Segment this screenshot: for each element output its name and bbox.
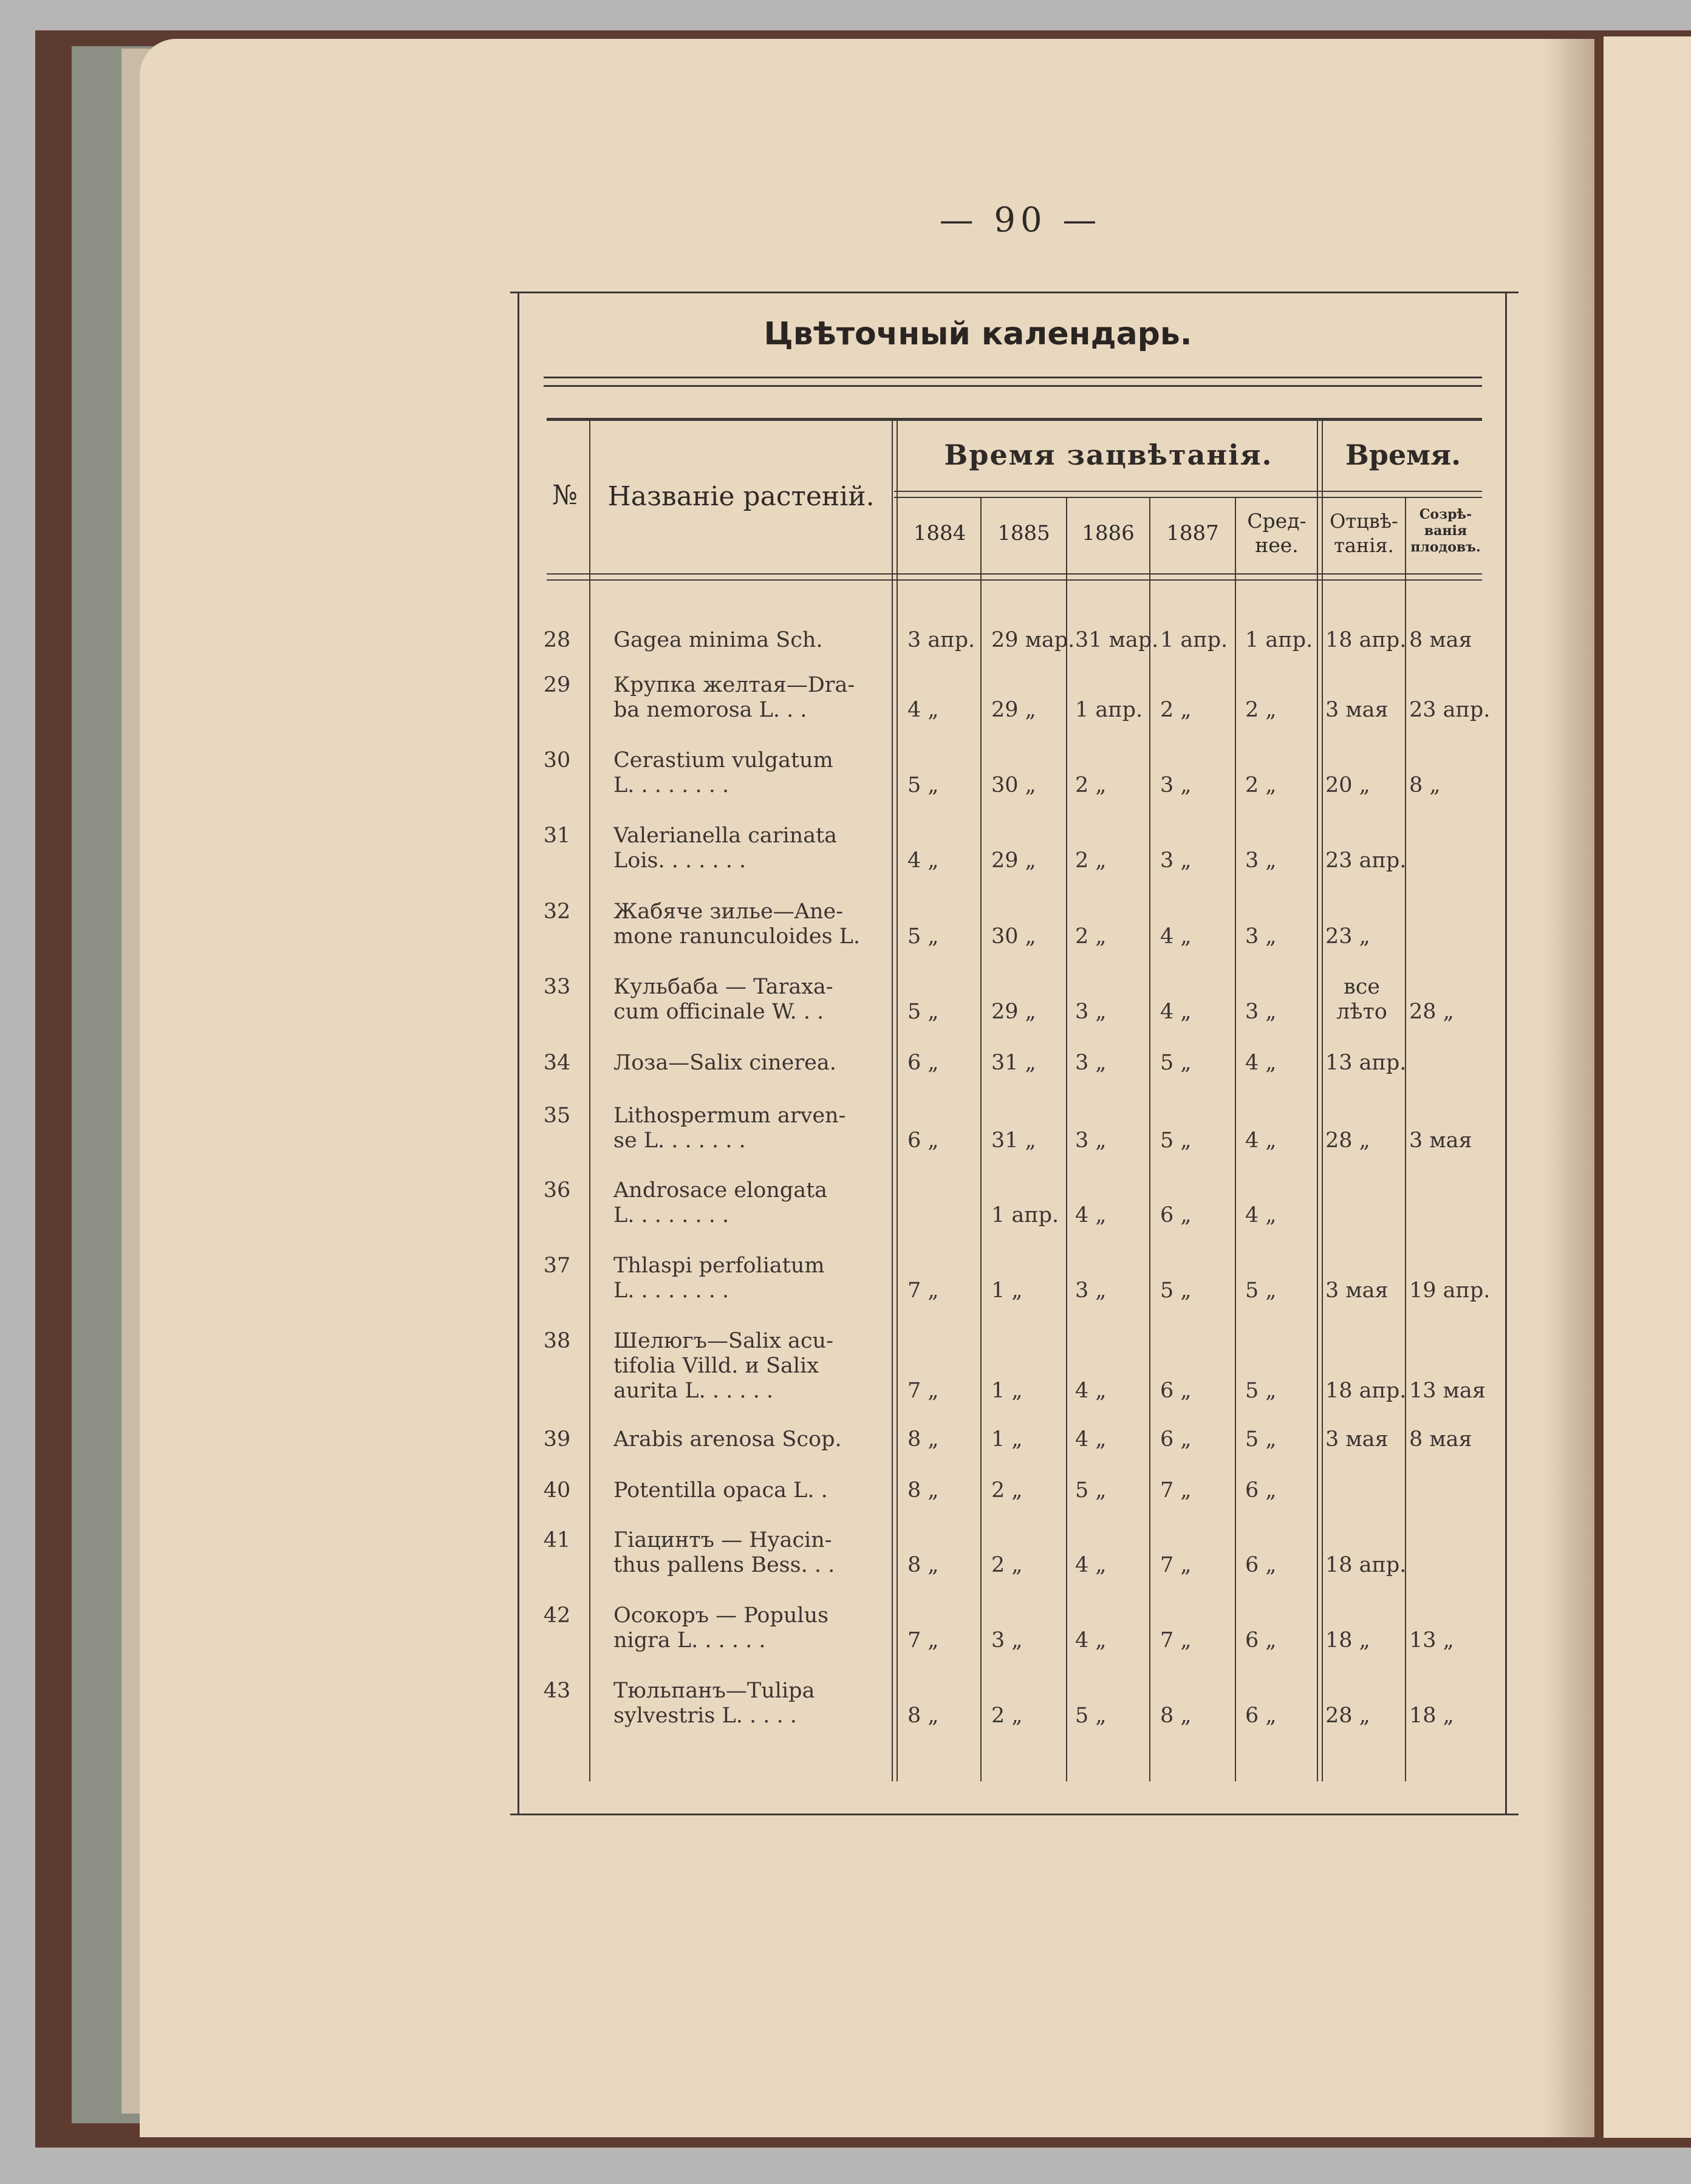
header-mean: Сред-нее. — [1247, 509, 1307, 557]
cell-1885: 2 „ — [991, 1553, 1023, 1577]
cell-1887: 5 „ — [1160, 1278, 1192, 1303]
cell-1886: 4 „ — [1075, 1427, 1107, 1452]
cell-fade: 18 апр. — [1325, 1379, 1407, 1403]
plant-name-line: Arabis arenosa Scop. — [613, 1427, 842, 1452]
cell-1887: 7 „ — [1160, 1553, 1192, 1577]
row-number: 30 — [543, 748, 571, 773]
cell-1887: 1 апр. — [1160, 628, 1228, 652]
plant-name — [613, 1178, 887, 1228]
cell-fruit: 19 апр. — [1409, 1278, 1491, 1303]
cell-fruit: 3 мая — [1409, 1128, 1472, 1153]
cell-fruit: 23 апр. — [1409, 698, 1491, 722]
cell-1886: 2 „ — [1075, 773, 1107, 797]
plant-name-line: thus pallens Bess. . . — [613, 1553, 835, 1577]
col-rule-mean-b — [1322, 421, 1323, 1781]
cell-1887: 7 „ — [1160, 1628, 1192, 1653]
plant-name — [613, 1528, 887, 1578]
cell-1887: 4 „ — [1160, 1000, 1192, 1024]
cell-mean: 6 „ — [1245, 1553, 1277, 1577]
row-number: 43 — [543, 1679, 571, 1703]
plant-name-line: L. . . . . . . . — [613, 773, 729, 797]
cell-1885: 30 „ — [991, 924, 1036, 949]
plant-name — [613, 1329, 887, 1404]
plant-name-line: Lithospermum arven- — [613, 1104, 846, 1128]
table-title: Цвѣточный календарь. — [764, 316, 1192, 352]
cell-1885: 29 „ — [991, 1000, 1036, 1024]
col-rule-1885 — [1066, 498, 1067, 1781]
cell-1886: 5 „ — [1075, 1704, 1107, 1728]
cell-1884: 3 апр. — [907, 628, 975, 652]
header-bottom-rule-b — [547, 579, 1482, 581]
cell-1884: 6 „ — [907, 1051, 939, 1075]
col-rule-name-b — [897, 421, 898, 1781]
row-number: 37 — [543, 1254, 571, 1278]
cell-1885: 1 „ — [991, 1379, 1023, 1403]
cell-fade: 20 „ — [1325, 773, 1370, 797]
cell-fade: 28 „ — [1325, 1128, 1370, 1153]
cell-1887: 5 „ — [1160, 1051, 1192, 1075]
frame-right-rule — [1505, 292, 1507, 1814]
plant-name — [613, 975, 887, 1025]
cell-fruit: 8 мая — [1409, 628, 1472, 652]
cell-1887: 2 „ — [1160, 698, 1192, 722]
cell-mean: 5 „ — [1245, 1427, 1277, 1452]
row-number: 33 — [543, 975, 571, 999]
plant-name-line: L. . . . . . . . — [613, 1203, 729, 1227]
cell-1884: 8 „ — [907, 1553, 939, 1577]
cell-fruit: 18 „ — [1409, 1704, 1454, 1728]
cell-mean: 3 „ — [1245, 848, 1277, 873]
plant-name-line: Осокоръ — Populus — [613, 1603, 829, 1628]
page-number: — 90 — — [939, 200, 1102, 240]
cell-1884: 8 „ — [907, 1478, 939, 1503]
cell-fruit: 28 „ — [1409, 1000, 1454, 1024]
plant-name-line: Androsace elongata — [613, 1178, 828, 1203]
cell-1886: 31 мар. — [1075, 628, 1159, 652]
plant-name-line: Гіацинтъ — Hyacin- — [613, 1528, 832, 1552]
cell-1885: 29 „ — [991, 848, 1036, 873]
cell-fade: 23 „ — [1325, 924, 1370, 949]
plant-name-line: se L. . . . . . . — [613, 1128, 746, 1153]
cell-mean: 4 „ — [1245, 1203, 1277, 1227]
group-header-rule-b — [894, 497, 1482, 498]
cell-mean: 4 „ — [1245, 1128, 1277, 1153]
frame-left-rule — [518, 292, 519, 1814]
plant-name — [613, 1427, 887, 1452]
cell-mean: 6 „ — [1245, 1628, 1277, 1653]
plant-name — [613, 673, 887, 723]
header-year-1885: 1885 — [997, 521, 1050, 545]
cell-1884: 5 „ — [907, 773, 939, 797]
col-rule-1887 — [1235, 498, 1236, 1781]
cell-1887: 6 „ — [1160, 1427, 1192, 1452]
col-rule-1884 — [980, 498, 982, 1781]
cell-1886: 3 „ — [1075, 1000, 1107, 1024]
cell-fruit: 13 „ — [1409, 1628, 1454, 1653]
plant-name — [613, 1603, 887, 1653]
col-rule-1886 — [1149, 498, 1150, 1781]
header-year-1884: 1884 — [913, 521, 966, 545]
title-double-rule-1 — [544, 377, 1482, 378]
row-number: 42 — [543, 1603, 571, 1628]
cell-1884: 4 „ — [907, 848, 939, 873]
row-number: 31 — [543, 824, 571, 848]
cell-1885: 29 „ — [991, 698, 1036, 722]
cell-1885: 3 „ — [991, 1628, 1023, 1653]
cell-fade: 18 „ — [1325, 1628, 1370, 1653]
cell-1885: 1 апр. — [991, 1203, 1059, 1227]
cell-mean: 2 „ — [1245, 698, 1277, 722]
header-bottom-rule-a — [547, 573, 1482, 575]
cell-1884: 7 „ — [907, 1628, 939, 1653]
cell-1885: 30 „ — [991, 773, 1036, 797]
table-top-rule — [547, 418, 1482, 421]
cell-1885: 1 „ — [991, 1427, 1023, 1452]
plant-name-line: Gagea minima Sch. — [613, 628, 823, 652]
cell-1885: 31 „ — [991, 1128, 1036, 1153]
row-number: 36 — [543, 1178, 571, 1203]
row-number: 40 — [543, 1478, 571, 1503]
cell-fruit: 8 мая — [1409, 1427, 1472, 1452]
plant-name-line: Шелюгъ—Salix acu- — [613, 1329, 833, 1353]
plant-name-line: Жабяче зилье—Ane- — [613, 899, 844, 924]
cell-1886: 5 „ — [1075, 1478, 1107, 1503]
col-rule-fade — [1405, 498, 1406, 1781]
cell-mean: 3 „ — [1245, 924, 1277, 949]
cell-1887: 3 „ — [1160, 773, 1192, 797]
cell-1886: 2 „ — [1075, 848, 1107, 873]
book-gutter-shadow — [1543, 39, 1604, 2137]
cell-1884: 7 „ — [907, 1379, 939, 1403]
frame-top-rule — [510, 292, 1518, 293]
plant-name-line: L. . . . . . . . — [613, 1278, 729, 1303]
cell-fade: 3 мая — [1325, 698, 1389, 722]
cell-mean: 6 „ — [1245, 1704, 1277, 1728]
group-header-rule-a — [894, 491, 1482, 492]
facing-page — [1604, 36, 1691, 2138]
cell-fade: 18 апр. — [1325, 1553, 1407, 1577]
col-rule-mean-a — [1317, 421, 1318, 1781]
header-time: Время. — [1345, 439, 1461, 471]
plant-name-line: mone ranunculoides L. — [613, 924, 861, 949]
plant-name-line: Лоза—Salix cinerea. — [613, 1051, 836, 1075]
header-fruit: Созрѣ-ванія плодовъ. — [1410, 507, 1481, 555]
cell-fade: 3 мая — [1325, 1427, 1389, 1452]
cell-1884: 4 „ — [907, 698, 939, 722]
title-double-rule-2 — [544, 385, 1482, 387]
plant-name — [613, 1254, 887, 1303]
cell-1887: 6 „ — [1160, 1379, 1192, 1403]
cell-1885: 2 „ — [991, 1704, 1023, 1728]
plant-name-line: Cerastium vulgatum — [613, 748, 833, 773]
plant-name-line: cum officinale W. . . — [613, 1000, 824, 1024]
cell-1886: 3 „ — [1075, 1278, 1107, 1303]
cell-1885: 31 „ — [991, 1051, 1036, 1075]
plant-name — [613, 628, 887, 653]
cell-1887: 7 „ — [1160, 1478, 1192, 1503]
header-plant-name: Названіе растеній. — [607, 481, 875, 512]
plant-name — [613, 899, 887, 949]
plant-name — [613, 1679, 887, 1728]
cell-1887: 3 „ — [1160, 848, 1192, 873]
cell-fade: все лѣто — [1336, 975, 1387, 1024]
plant-name — [613, 1104, 887, 1153]
row-number: 34 — [543, 1051, 571, 1075]
cell-mean: 4 „ — [1245, 1051, 1277, 1075]
cell-fruit: 8 „ — [1409, 773, 1441, 797]
plant-name-line: Lois. . . . . . . — [613, 848, 746, 873]
plant-name-line: aurita L. . . . . . — [613, 1379, 774, 1403]
plant-name-line: Крупка желтая—Dra- — [613, 673, 855, 697]
cell-1884: 8 „ — [907, 1704, 939, 1728]
row-number: 39 — [543, 1427, 571, 1452]
cell-1886: 3 „ — [1075, 1051, 1107, 1075]
cell-fade: 28 „ — [1325, 1704, 1370, 1728]
cell-1884: 6 „ — [907, 1128, 939, 1153]
cell-mean: 2 „ — [1245, 773, 1277, 797]
cell-1887: 8 „ — [1160, 1704, 1192, 1728]
row-number: 38 — [543, 1329, 571, 1353]
cell-1884: 8 „ — [907, 1427, 939, 1452]
row-number: 29 — [543, 673, 571, 697]
plant-name — [613, 824, 887, 873]
plant-name-line: nigra L. . . . . . — [613, 1628, 766, 1653]
cell-1886: 4 „ — [1075, 1628, 1107, 1653]
cell-1885: 29 мар. — [991, 628, 1075, 652]
cell-fruit: 13 мая — [1409, 1379, 1486, 1403]
plant-name-line: Thlaspi perfoliatum — [613, 1254, 825, 1278]
row-number: 35 — [543, 1104, 571, 1128]
row-number: 28 — [543, 628, 571, 652]
col-rule-num — [589, 421, 590, 1781]
cell-fade: 18 апр. — [1325, 628, 1407, 652]
cell-1887: 4 „ — [1160, 924, 1192, 949]
plant-name-line: Potentilla opaca L. . — [613, 1478, 828, 1503]
header-fade: Отцвѣ-танія. — [1330, 510, 1398, 557]
cell-1886: 2 „ — [1075, 924, 1107, 949]
plant-name-line: tifolia Villd. и Salix — [613, 1354, 819, 1378]
cell-mean: 6 „ — [1245, 1478, 1277, 1503]
col-rule-name-a — [892, 421, 893, 1781]
cell-fade: 3 мая — [1325, 1278, 1389, 1303]
header-number: № — [552, 480, 578, 511]
plant-name-line: Valerianella carinata — [613, 824, 837, 848]
plant-name-line: Кульбаба — Taraxa- — [613, 975, 833, 999]
plant-name — [613, 1051, 887, 1076]
cell-1886: 4 „ — [1075, 1203, 1107, 1227]
cell-1886: 3 „ — [1075, 1128, 1107, 1153]
cell-1885: 2 „ — [991, 1478, 1023, 1503]
plant-name-line: ba nemorosa L. . . — [613, 698, 807, 722]
cell-fade: 13 апр. — [1325, 1051, 1407, 1075]
cell-mean: 5 „ — [1245, 1379, 1277, 1403]
row-number: 41 — [543, 1528, 571, 1552]
cell-1887: 5 „ — [1160, 1128, 1192, 1153]
header-year-1886: 1886 — [1082, 521, 1135, 545]
cell-1884: 5 „ — [907, 1000, 939, 1024]
cell-1886: 4 „ — [1075, 1553, 1107, 1577]
header-year-1887: 1887 — [1166, 521, 1219, 545]
cell-mean: 5 „ — [1245, 1278, 1277, 1303]
plant-name — [613, 1478, 887, 1503]
plant-name-line: sylvestris L. . . . . — [613, 1704, 797, 1728]
cell-1884: 7 „ — [907, 1278, 939, 1303]
cell-1887: 6 „ — [1160, 1203, 1192, 1227]
cell-1885: 1 „ — [991, 1278, 1023, 1303]
plant-name-line: Тюльпанъ—Tulipa — [613, 1679, 815, 1703]
row-number: 32 — [543, 899, 571, 924]
cell-mean: 1 апр. — [1245, 628, 1313, 652]
cell-1884: 5 „ — [907, 924, 939, 949]
book-page — [140, 39, 1594, 2137]
cell-mean: 3 „ — [1245, 1000, 1277, 1024]
cell-fade: 23 апр. — [1325, 848, 1407, 873]
cell-1886: 4 „ — [1075, 1379, 1107, 1403]
cell-1886: 1 апр. — [1075, 698, 1143, 722]
plant-name — [613, 748, 887, 798]
header-bloom-time: Время зацвѣтанія. — [944, 439, 1273, 471]
frame-bottom-rule — [510, 1814, 1518, 1815]
